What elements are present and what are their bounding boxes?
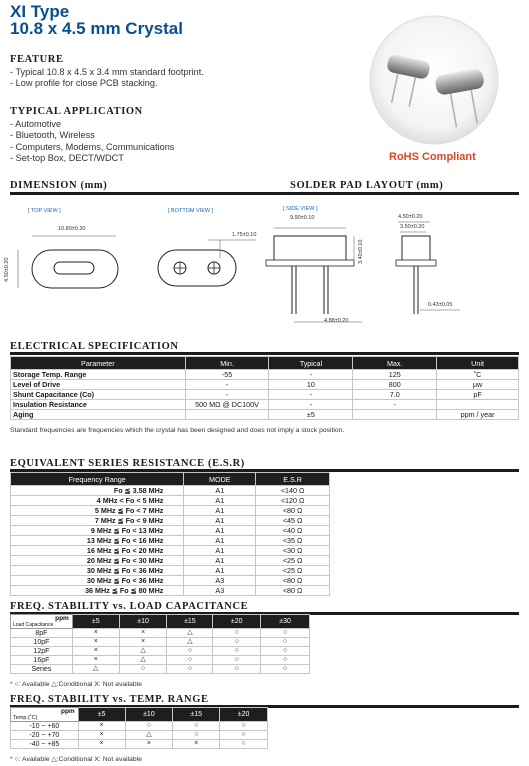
column-header: ±5: [78, 708, 125, 722]
table-row: [11, 665, 310, 674]
table-cell: <25 Ω: [256, 556, 330, 566]
table-cell: A1: [184, 486, 256, 496]
table-row: [11, 576, 330, 586]
table-cell: -: [185, 380, 269, 390]
table-cell: △: [72, 665, 119, 674]
table-cell: ○: [213, 665, 261, 674]
rohs-badge: RoHS Compliant: [389, 151, 476, 163]
table-cell: <40 Ω: [256, 526, 330, 536]
table-cell: 30 MHz ≦ Fo < 36 MHz: [11, 576, 184, 586]
row-label: 16pF: [11, 656, 73, 665]
table-cell: ×: [119, 629, 167, 638]
table-row: [11, 506, 330, 516]
corner-top: ppm: [55, 615, 69, 622]
table-cell: A1: [184, 566, 256, 576]
table-cell: ×: [119, 638, 167, 647]
application-item: - Automotive: [10, 119, 62, 129]
table-cell: ○: [213, 638, 261, 647]
table-cell: <80 Ω: [256, 586, 330, 596]
feature-list: [10, 67, 204, 90]
table-row: [11, 566, 330, 576]
table-cell: △: [167, 638, 213, 647]
pad-inner-dim: 3.50±0.20: [400, 224, 425, 230]
table-row: [11, 496, 330, 506]
table-cell: <140 Ω: [256, 486, 330, 496]
table-cell: △: [125, 731, 173, 740]
table-cell: △: [119, 656, 167, 665]
column-header: ±5: [72, 615, 119, 629]
table-cell: ×: [72, 629, 119, 638]
column-header: E.S.R: [256, 473, 330, 486]
column-header: ±10: [119, 615, 167, 629]
corner-bottom: Temp.(˚C): [13, 715, 38, 721]
table-cell: <35 Ω: [256, 536, 330, 546]
table-cell: 500 MΩ @ DC100V: [185, 400, 269, 410]
application-item: - Computers, Modems, Communications: [10, 141, 175, 152]
column-header: Min.: [185, 357, 269, 370]
table-cell: ○: [167, 656, 213, 665]
temp-stability-table: [10, 707, 268, 749]
table-cell: <45 Ω: [256, 516, 330, 526]
table-cell: △: [119, 647, 167, 656]
table-cell: 7.0: [353, 390, 437, 400]
table-row: [11, 722, 268, 731]
feature-heading: FEATURE: [10, 54, 64, 65]
top-view-label: [ TOP VIEW ]: [28, 208, 61, 214]
table-cell: ○: [173, 731, 220, 740]
table-cell: ○: [167, 665, 213, 674]
table-cell: A1: [184, 556, 256, 566]
table-cell: A3: [184, 586, 256, 596]
table-row: [11, 526, 330, 536]
table-cell: △: [167, 629, 213, 638]
table-cell: ×: [173, 740, 220, 749]
table-cell: ○: [220, 740, 268, 749]
top-width-dim: 10.80±0.20: [58, 226, 86, 232]
table-cell: ○: [261, 638, 310, 647]
table-cell: ○: [167, 647, 213, 656]
table-cell: 5 MHz ≦ Fo < 7 MHz: [11, 506, 184, 516]
column-header: ±30: [261, 615, 310, 629]
dimension-heading: DIMENSION (mm): [10, 180, 108, 191]
application-heading: TYPICAL APPLICATION: [10, 106, 143, 117]
table-cell: -: [353, 400, 437, 410]
table-cell: -55: [185, 370, 269, 380]
table-cell: <120 Ω: [256, 496, 330, 506]
load-stability-heading: FREQ. STABILITY vs. LOAD CAPACITANCE: [10, 601, 249, 612]
table-cell: [437, 400, 519, 410]
corner-top: ppm: [60, 708, 75, 715]
column-header: ±15: [173, 708, 220, 722]
row-label: -10 ~ +60: [11, 722, 79, 731]
pin-diameter-dim: 0.43±0.05: [428, 302, 453, 308]
table-header-row: [11, 357, 519, 370]
table-cell: ×: [72, 656, 119, 665]
table-cell: ±5: [269, 410, 353, 420]
table-cell: <80 Ω: [256, 506, 330, 516]
corner-bottom: Load Capacitance: [13, 622, 54, 628]
column-header: ±20: [213, 615, 261, 629]
table-row: [11, 731, 268, 740]
row-label: -20 ~ +70: [11, 731, 79, 740]
side-width-dim: 9.90±0.10: [290, 215, 315, 221]
table-cell: ×: [78, 740, 125, 749]
table-row: [11, 410, 519, 420]
table-cell: ○: [119, 665, 167, 674]
table-cell: A3: [184, 576, 256, 586]
column-header: Typical: [269, 357, 353, 370]
table-cell: ○: [261, 629, 310, 638]
table-cell: ˚C: [437, 370, 519, 380]
table-cell: ×: [72, 638, 119, 647]
table-cell: ×: [78, 731, 125, 740]
table-row: [11, 516, 330, 526]
table-cell: 13 MHz ≦ Fo < 16 MHz: [11, 536, 184, 546]
table-cell: ppm / year: [437, 410, 519, 420]
table-row: [11, 647, 310, 656]
table-cell: -: [269, 390, 353, 400]
table-row: [11, 370, 519, 380]
table-row: [11, 638, 310, 647]
table-cell: ×: [125, 740, 173, 749]
row-label: 12pF: [11, 647, 73, 656]
table-row: [11, 546, 330, 556]
dimension-drawings: [10, 214, 519, 340]
table-cell: ○: [220, 731, 268, 740]
table-cell: μw: [437, 380, 519, 390]
table-cell: 36 MHz ≦ Fo ≦ 80 MHz: [11, 586, 184, 596]
bottom-view-label: [ BOTTOM VIEW ]: [168, 208, 214, 214]
column-header: ±20: [220, 708, 268, 722]
corner-header: [11, 615, 73, 629]
section-divider: [10, 352, 519, 355]
esr-table: [10, 472, 330, 596]
feature-item: - Low profile for close PCB stacking.: [10, 78, 158, 89]
table-cell: ○: [261, 656, 310, 665]
table-header-row: [11, 473, 330, 486]
table-row: [11, 390, 519, 400]
table-cell: A1: [184, 496, 256, 506]
table-cell: A1: [184, 526, 256, 536]
table-row: [11, 536, 330, 546]
table-cell: Shunt Capacitance (Co): [11, 390, 186, 400]
table-cell: Fo ≦ 3.58 MHz: [11, 486, 184, 496]
table-cell: ○: [213, 647, 261, 656]
electrical-table: [10, 356, 519, 420]
table-header-row: [11, 708, 268, 722]
table-cell: A1: [184, 546, 256, 556]
table-cell: 7 MHz ≦ Fo < 9 MHz: [11, 516, 184, 526]
bottom-hole-dim: 1.75±0.10: [232, 232, 257, 238]
side-view-label: [ SIDE VIEW ]: [283, 206, 318, 212]
column-header: ±15: [167, 615, 213, 629]
corner-header: [11, 708, 79, 722]
pad-width-dim: 4.50±0.20: [398, 214, 423, 220]
application-item: - Bluetooth, Wireless: [10, 130, 95, 141]
table-cell: -: [185, 390, 269, 400]
table-row: [11, 380, 519, 390]
electrical-note: Standard frequencies are frequencies which the crystal has been designed and does not imply a stock position.: [10, 427, 345, 434]
table-cell: -: [269, 370, 353, 380]
table-cell: 125: [353, 370, 437, 380]
load-legend: * ○: Available △:Conditional X: Not available: [10, 681, 143, 688]
table-row: [11, 486, 330, 496]
table-cell: 20 MHz ≦ Fo < 30 MHz: [11, 556, 184, 566]
table-row: [11, 656, 310, 665]
table-cell: 16 MHz ≦ Fo < 20 MHz: [11, 546, 184, 556]
table-cell: ×: [78, 722, 125, 731]
table-cell: [353, 410, 437, 420]
table-cell: ○: [213, 629, 261, 638]
table-cell: Insulation Resistance: [11, 400, 186, 410]
table-cell: ○: [213, 656, 261, 665]
section-divider: [10, 192, 519, 195]
table-row: [11, 556, 330, 566]
product-title: 10.8 x 4.5 mm Crystal: [10, 19, 183, 38]
table-row: [11, 629, 310, 638]
crystal-component-photo: [364, 14, 504, 148]
temp-legend: * ○: Available △:Conditional X: Not available: [10, 756, 143, 763]
table-cell: <30 Ω: [256, 546, 330, 556]
table-cell: <80 Ω: [256, 576, 330, 586]
table-cell: <25 Ω: [256, 566, 330, 576]
table-cell: Level of Drive: [11, 380, 186, 390]
table-header-row: [11, 615, 310, 629]
table-cell: ○: [173, 722, 220, 731]
table-cell: ○: [261, 647, 310, 656]
row-label: 10pF: [11, 638, 73, 647]
table-cell: ○: [125, 722, 173, 731]
load-stability-table: [10, 614, 310, 674]
table-cell: A1: [184, 506, 256, 516]
feature-item: - Typical 10.8 x 4.5 x 3.4 mm standard footprint.: [10, 67, 204, 77]
table-cell: ○: [220, 722, 268, 731]
esr-heading: EQUIVALENT SERIES RESISTANCE (E.S.R): [10, 458, 245, 469]
table-cell: 9 MHz ≦ Fo < 13 MHz: [11, 526, 184, 536]
table-cell: 4 MHz < Fo < 5 MHz: [11, 496, 184, 506]
table-cell: A1: [184, 516, 256, 526]
table-cell: 800: [353, 380, 437, 390]
table-cell: 10: [269, 380, 353, 390]
row-label: 8pF: [11, 629, 73, 638]
row-label: Series: [11, 665, 73, 674]
column-header: ±10: [125, 708, 173, 722]
temp-stability-heading: FREQ. STABILITY vs. TEMP. RANGE: [10, 694, 209, 705]
table-cell: Storage Temp. Range: [11, 370, 186, 380]
side-height-dim: 3.40±0.10: [358, 239, 364, 264]
application-list: [10, 119, 174, 165]
table-cell: -: [269, 400, 353, 410]
pin-pitch-dim: 4.88±0.20: [324, 318, 349, 324]
column-header: Parameter: [11, 357, 186, 370]
table-cell: ×: [72, 647, 119, 656]
column-header: Unit: [437, 357, 519, 370]
table-cell: A1: [184, 536, 256, 546]
table-cell: ○: [261, 665, 310, 674]
column-header: Frequency Range: [11, 473, 184, 486]
application-item: - Set-top Box, DECT/WDCT: [10, 153, 124, 164]
table-cell: [185, 410, 269, 420]
table-cell: 30 MHz ≦ Fo < 36 MHz: [11, 566, 184, 576]
table-cell: pF: [437, 390, 519, 400]
electrical-heading: ELECTRICAL SPECIFICATION: [10, 341, 179, 352]
column-header: Max.: [353, 357, 437, 370]
column-header: MODE: [184, 473, 256, 486]
table-row: [11, 586, 330, 596]
table-cell: Aging: [11, 410, 186, 420]
solder-pad-heading: SOLDER PAD LAYOUT (mm): [290, 180, 444, 191]
top-height-dim: 4.50±0.20: [4, 257, 10, 282]
table-row: [11, 740, 268, 749]
row-label: -40 ~ +85: [11, 740, 79, 749]
series-title: XI Type: [10, 2, 70, 21]
table-row: [11, 400, 519, 410]
